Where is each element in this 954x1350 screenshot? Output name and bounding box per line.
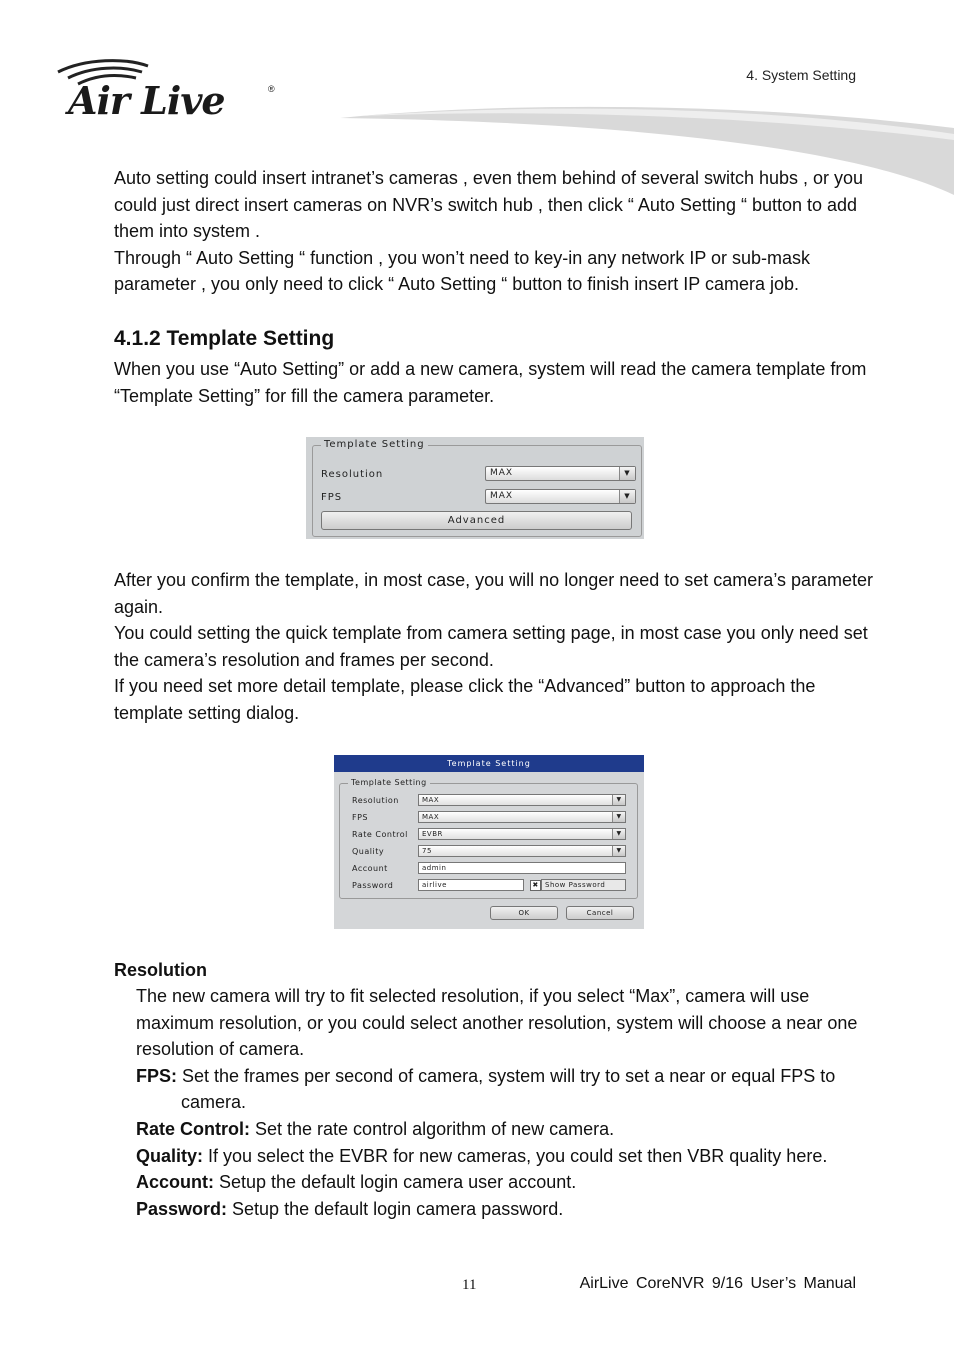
dialog-title: Template Setting (334, 755, 644, 772)
resolution-value: MAX (422, 796, 440, 804)
rate-control-select[interactable] (418, 828, 626, 840)
dropdown-arrow-icon: ▼ (619, 467, 635, 480)
password-text: Setup the default login camera password. (227, 1198, 564, 1219)
resolution-value: MAX (490, 468, 514, 478)
template-setting-panel (306, 437, 644, 539)
show-password-label: Show Password (545, 881, 606, 889)
password-value: airlive (422, 881, 447, 889)
fps-text: Set the frames per second of camera, system will try to set a near or equal FPS to camera. (177, 1065, 836, 1113)
fps-select[interactable] (485, 489, 636, 504)
dialog-group (339, 778, 638, 899)
dropdown-arrow-icon: ▼ (612, 795, 625, 805)
account-description (136, 1169, 866, 1196)
manual-title: AirLive CoreNVR 9/16 User’s Manual (579, 1275, 856, 1292)
quality-label: Quality (352, 847, 385, 856)
logo-registered-mark: ® (268, 84, 275, 94)
page-number: 11 (462, 1277, 477, 1293)
resolution-select[interactable] (418, 794, 626, 806)
dropdown-arrow-icon: ▼ (619, 490, 635, 503)
section-label: 4. System Setting (746, 67, 856, 83)
cancel-button[interactable]: Cancel (566, 906, 634, 920)
rate-control-description (136, 1116, 866, 1143)
show-password-label-box (541, 879, 626, 891)
account-text: Setup the default login camera user account. (214, 1172, 577, 1193)
account-label: Account (352, 864, 388, 873)
group-legend: Template Setting (321, 439, 428, 450)
airlive-logo (56, 58, 281, 128)
password-input[interactable] (418, 879, 524, 891)
fps-select[interactable] (418, 811, 626, 823)
advanced-button[interactable]: Advanced (321, 511, 632, 530)
resolution-description: The new camera will try to fit selected resolution, if you select “Max”, camera will use maximum resolution, or you could select another resolution, system will choose a near one resolution of camera. (136, 986, 858, 1060)
password-description (136, 1196, 866, 1223)
middle-paragraph: If you need set more detail template, please click the “Advanced” button to approach the template setting dialog. (114, 676, 816, 723)
fps-label: FPS (352, 813, 369, 822)
password-term: Password: (136, 1198, 228, 1219)
section-paragraph: When you use “Auto Setting” or add a new camera, system will read the camera template from “Template Setting” for fill the camera parameter. (114, 359, 867, 406)
resolution-title-text: Resolution (114, 960, 207, 980)
fps-value: MAX (422, 813, 440, 821)
template-setting-group (312, 439, 642, 537)
middle-text (114, 567, 874, 727)
quality-value: 75 (422, 847, 432, 855)
fps-description (136, 1063, 866, 1116)
group-legend: Template Setting (348, 778, 430, 787)
middle-paragraph: You could setting the quick template from camera setting page, in most case you only need set the camera’s resolution and frames per second. (114, 623, 868, 670)
fps-label: FPS (321, 492, 343, 503)
middle-paragraph: After you confirm the template, in most case, you will no longer need to set camera’s parameter again. (114, 570, 874, 617)
intro-paragraph: Through “ Auto Setting “ function , you won’t need to key-in any network IP or sub-mask parameter , you only need to click “ Auto Setting “ button to finish insert IP camera job. (114, 247, 811, 295)
logo-text: Air Live (68, 78, 225, 123)
rate-control-term: Rate Control: (136, 1118, 250, 1139)
section-intro (114, 356, 874, 409)
resolution-label: Resolution (352, 796, 399, 805)
account-term: Account: (136, 1172, 214, 1193)
rate-control-text: Set the rate control algorithm of new camera. (250, 1118, 615, 1139)
intro-paragraph: Auto setting could insert intranet’s cameras , even them behind of several switch hubs , or you could just direct insert cameras on NVR’s switch hub , then click “ Auto Setting “ button to add them into system . (114, 168, 864, 242)
account-input[interactable] (418, 862, 626, 874)
fps-value: MAX (490, 491, 514, 501)
show-password-checkbox[interactable]: ✖ (530, 880, 541, 891)
template-setting-dialog (334, 755, 644, 929)
dropdown-arrow-icon: ▼ (612, 829, 625, 839)
ok-button[interactable]: OK (490, 906, 558, 920)
account-value: admin (422, 864, 447, 872)
rate-control-value: EVBR (422, 830, 443, 838)
quality-select[interactable] (418, 845, 626, 857)
fps-term: FPS: (136, 1065, 178, 1086)
details-list (136, 983, 866, 1222)
resolution-select[interactable] (485, 466, 636, 481)
resolution-title (114, 957, 207, 984)
dropdown-arrow-icon: ▼ (612, 846, 625, 856)
quality-text: If you select the EVBR for new cameras, you could set then VBR quality here. (203, 1145, 828, 1166)
section-heading: 4.1.2 Template Setting (114, 327, 335, 350)
quality-term: Quality: (136, 1145, 204, 1166)
quality-description (136, 1143, 866, 1170)
password-label: Password (352, 881, 394, 890)
intro-text (114, 165, 874, 298)
rate-control-label: Rate Control (352, 830, 408, 839)
dropdown-arrow-icon: ▼ (612, 812, 625, 822)
resolution-label: Resolution (321, 469, 384, 480)
